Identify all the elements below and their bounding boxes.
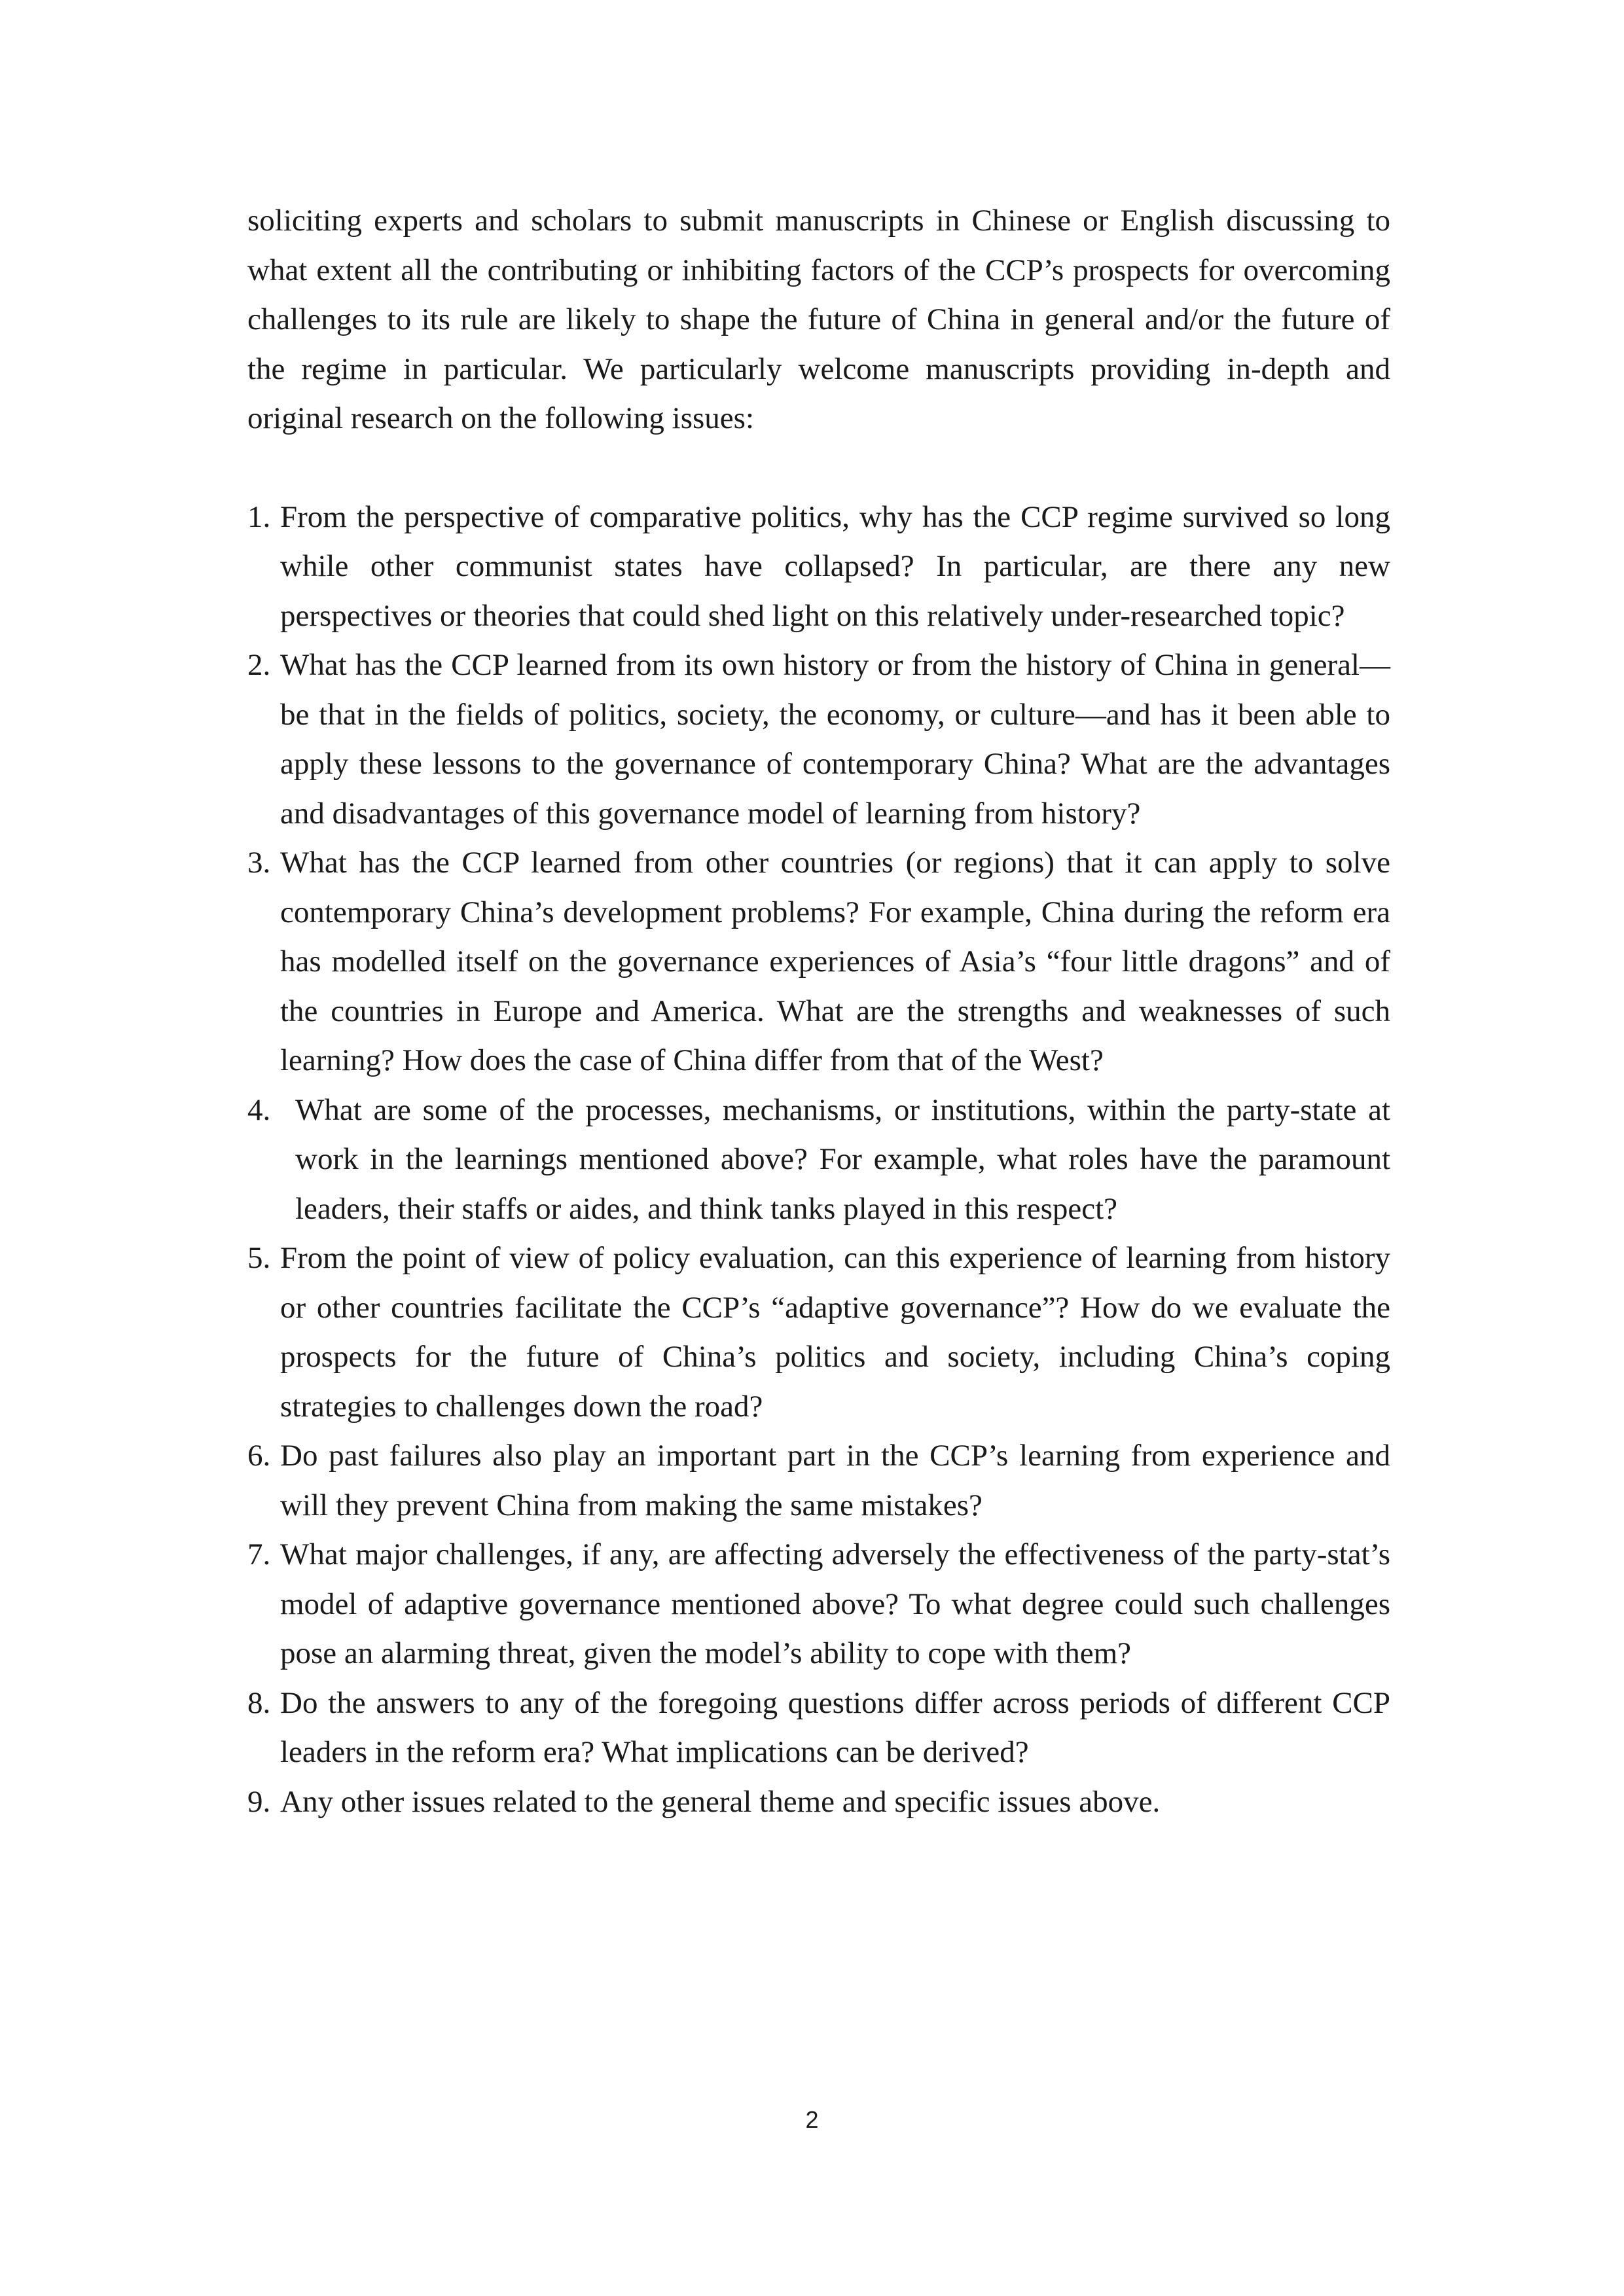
issue-number: 8. <box>247 1685 271 1720</box>
issue-number: 3. <box>247 846 271 880</box>
issue-text: What major challenges, if any, are affecting adversely the effectiveness of the party-stat’s model of adaptive governance mentioned above? To what degree could such challenges pose an alarming threat, given the model’s ability to cope with them? <box>280 1537 1390 1670</box>
document-body <box>247 196 1390 1827</box>
issue-number: 7. <box>247 1537 271 1571</box>
page-number: 2 <box>805 2106 819 2133</box>
issue-item-4 <box>247 1086 1390 1234</box>
issue-number: 6. <box>247 1439 271 1473</box>
issue-item-2 <box>247 641 1390 838</box>
issue-text: Any other issues related to the general theme and specific issues above. <box>280 1784 1161 1819</box>
issue-number: 4. <box>247 1092 271 1127</box>
issue-number: 9. <box>247 1784 271 1819</box>
issue-text: What are some of the processes, mechanisms, or institutions, within the party-state at work in the learnings mentioned above? For example, what roles have the paramount leaders, their staffs or aides, and think tanks played in this respect? <box>295 1092 1390 1226</box>
issue-item-6 <box>247 1431 1390 1530</box>
intro-paragraph: soliciting experts and scholars to submit manuscripts in Chinese or English discussing to what extent all the contributing or inhibiting factors of the CCP’s prospects for overcoming challenges to its rule are likely to shape the future of China in general and/or the future of the regime in particular. We particularly welcome manuscripts providing in-depth and original research on the following issues: <box>247 204 1390 435</box>
issue-item-9 <box>247 1778 1390 1827</box>
issue-text: From the point of view of policy evaluation, can this experience of learning from history or other countries facilitate the CCP’s “adaptive governance”? How do we evaluate the prospects for the future of China’s politics and society, including China’s coping strategies to challenges down the road? <box>280 1241 1390 1424</box>
issue-item-7 <box>247 1530 1390 1679</box>
issue-text: From the perspective of comparative politics, why has the CCP regime survived so long while other communist states have collapsed? In particular, are there any new perspectives or theories that could shed light on this relatively under-researched topic? <box>280 499 1390 633</box>
issue-list <box>247 493 1390 1827</box>
issue-item-8 <box>247 1679 1390 1778</box>
issue-number: 1. <box>247 499 271 534</box>
issue-item-3 <box>247 838 1390 1086</box>
issue-text: What has the CCP learned from other countries (or regions) that it can apply to solve contemporary China’s development problems? For example, China during the reform era has modelled itself on the governance experiences of Asia’s “four little dragons” and of the countries in Europe and America. What are the strengths and weaknesses of such learning? How does the case of China differ from that of the West? <box>280 846 1390 1077</box>
issue-text: Do the answers to any of the foregoing questions differ across periods of different CCP leaders in the reform era? What implications can be derived? <box>280 1685 1390 1769</box>
issue-number: 2. <box>247 648 271 682</box>
issue-text: What has the CCP learned from its own history or from the history of China in general—be that in the fields of politics, society, the economy, or culture—and has it been able to apply these lessons to the governance of contemporary China? What are the advantages and disadvantages of this governance model of learning from history? <box>280 648 1390 831</box>
issue-text: Do past failures also play an important part in the CCP’s learning from experience and will they prevent China from making the same mistakes? <box>280 1439 1390 1522</box>
issue-number: 5. <box>247 1241 271 1275</box>
issue-item-1 <box>247 493 1390 641</box>
issue-item-5 <box>247 1234 1390 1431</box>
